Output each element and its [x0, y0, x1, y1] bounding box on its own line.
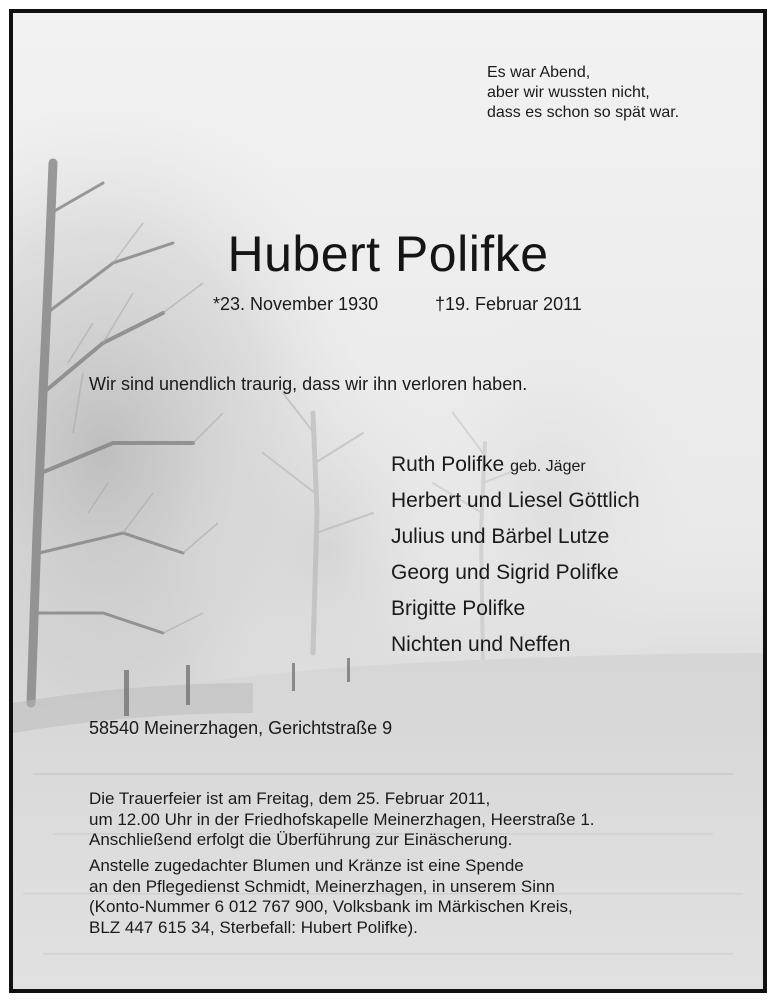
mourner-item — [391, 447, 640, 483]
motto-quote — [487, 63, 679, 123]
funeral-line: Die Trauerfeier ist am Freitag, dem 25. Februar 2011, — [89, 789, 491, 808]
donation-line: (Konto-Nummer 6 012 767 900, Volksbank im Märkischen Kreis, — [89, 897, 573, 916]
intro-text: Wir sind unendlich traurig, dass wir ihn verloren haben. — [89, 374, 528, 394]
motto-line: aber wir wussten nicht, — [487, 84, 650, 101]
mourner-name: Ruth Polifke — [391, 453, 505, 476]
funeral-info — [89, 789, 595, 851]
motto-line: Es war Abend, — [487, 64, 591, 81]
funeral-line: Anschließend erfolgt die Überführung zur Einäscherung. — [89, 830, 513, 849]
birth-date: *23. November 1930 — [213, 294, 379, 314]
family-address: 58540 Meinerzhagen, Gerichtstraße 9 — [89, 718, 393, 738]
mourner-item: Nichten und Neffen — [391, 633, 571, 656]
donation-line: BLZ 447 615 34, Sterbefall: Hubert Polifke). — [89, 917, 418, 937]
mourner-item: Herbert und Liesel Göttlich — [391, 489, 640, 512]
maiden-name-note: geb. Jäger — [510, 458, 586, 475]
donation-line: Anstelle zugedachter Blumen und Kränze ist eine Spende — [89, 856, 524, 875]
mourners-list — [391, 447, 640, 663]
donation-line: an den Pflegedienst Schmidt, Meinerzhagen, in unserem Sinn — [89, 876, 555, 896]
donation-info — [89, 856, 573, 938]
mourner-item: Brigitte Polifke — [391, 597, 526, 620]
motto-line: dass es schon so spät war. — [487, 104, 680, 121]
obituary-frame — [9, 9, 767, 993]
funeral-line: um 12.00 Uhr in der Friedhofskapelle Meinerzhagen, Heerstraße 1. — [89, 809, 595, 829]
mourner-item: Julius und Bärbel Lutze — [391, 525, 610, 548]
death-date: †19. Februar 2011 — [435, 294, 582, 314]
deceased-name: Hubert Polifke — [227, 226, 549, 282]
mourner-item: Georg und Sigrid Polifke — [391, 561, 619, 584]
